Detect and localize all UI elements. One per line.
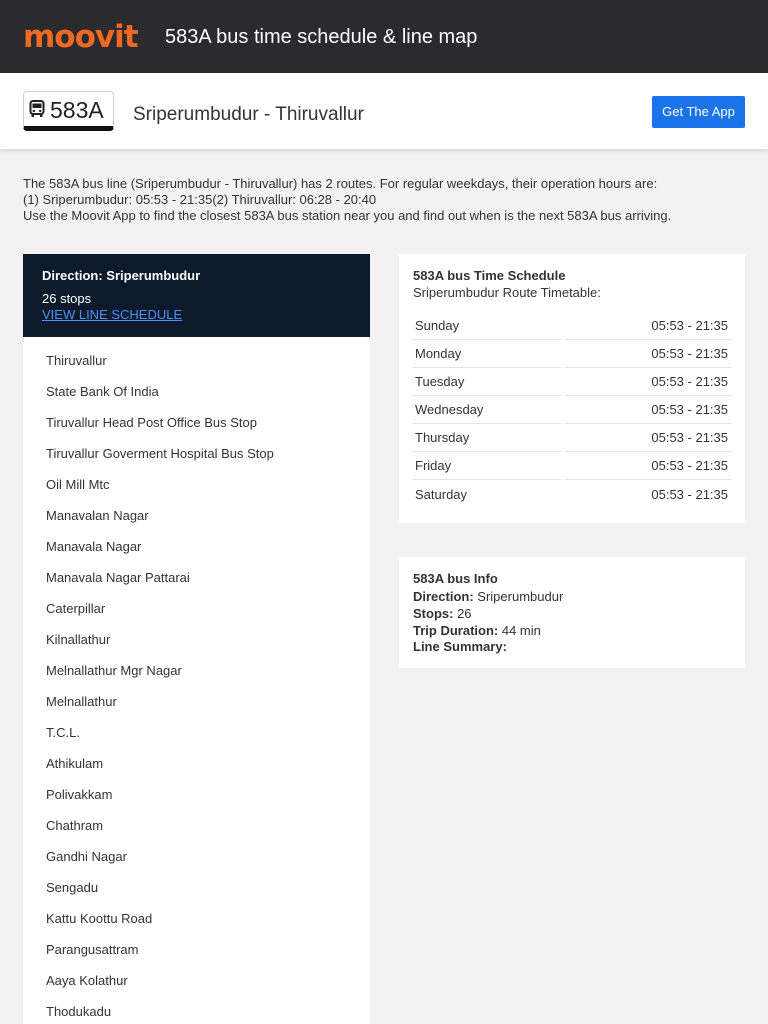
schedule-row xyxy=(413,340,731,368)
intro-line-3: Use the Moovit App to find the closest 583A bus station near you and find out when is the next 583A bus arriving. xyxy=(23,208,672,223)
stop-item[interactable]: Tiruvallur Head Post Office Bus Stop xyxy=(46,415,257,430)
stop-item[interactable]: Gandhi Nagar xyxy=(46,849,127,864)
intro-text xyxy=(23,176,745,224)
schedule-time: 05:53 - 21:35 xyxy=(651,402,728,417)
stop-item[interactable]: T.C.L. xyxy=(46,725,80,740)
info-direction xyxy=(413,589,563,605)
info-title: 583A bus Info xyxy=(413,571,498,586)
stop-item[interactable]: State Bank Of India xyxy=(46,384,159,399)
info-direction-value: Sriperumbudur xyxy=(477,589,564,604)
info-duration-label: Trip Duration: xyxy=(413,623,499,638)
route-name: Sriperumbudur - Thiruvallur xyxy=(133,104,364,125)
direction-header xyxy=(23,254,370,337)
schedule-row xyxy=(413,424,731,452)
schedule-row xyxy=(413,312,731,340)
stop-item[interactable]: Melnallathur xyxy=(46,694,117,709)
schedule-title: 583A bus Time Schedule xyxy=(413,268,566,283)
schedule-row xyxy=(413,452,731,480)
schedule-day: Monday xyxy=(415,346,462,361)
stop-item[interactable]: Thiruvallur xyxy=(46,353,107,368)
info-direction-label: Direction: xyxy=(413,589,474,604)
info-duration-value: 44 min xyxy=(501,623,541,638)
stop-item[interactable]: Athikulam xyxy=(46,756,104,771)
stop-item[interactable]: Thodukadu xyxy=(46,1004,112,1019)
stop-item[interactable]: Polivakkam xyxy=(46,787,113,802)
schedule-day: Tuesday xyxy=(415,374,465,389)
schedule-day: Friday xyxy=(415,458,452,473)
schedule-time: 05:53 - 21:35 xyxy=(651,374,728,389)
schedule-subtitle: Sriperumbudur Route Timetable: xyxy=(413,285,601,300)
schedule-row xyxy=(413,481,731,509)
stop-item[interactable]: Aaya Kolathur xyxy=(46,973,128,988)
info-stops-label: Stops: xyxy=(413,606,454,621)
view-line-schedule-link[interactable]: VIEW LINE SCHEDULE xyxy=(42,307,183,322)
schedule-row xyxy=(413,396,731,424)
stop-item[interactable]: Parangusattram xyxy=(46,942,139,957)
direction-stop-count: 26 stops xyxy=(42,291,92,306)
schedule-day: Saturday xyxy=(415,487,468,502)
schedule-day: Sunday xyxy=(415,318,460,333)
stop-item[interactable]: Manavala Nagar xyxy=(46,539,142,554)
intro-line-1: The 583A bus line (Sriperumbudur - Thiruvallur) has 2 routes. For regular weekdays, their operation hours are: xyxy=(23,176,658,191)
schedule-time: 05:53 - 21:35 xyxy=(651,458,728,473)
schedule-time: 05:53 - 21:35 xyxy=(651,346,728,361)
bus-icon xyxy=(29,100,45,118)
get-app-button[interactable]: Get The App xyxy=(652,96,745,128)
stop-item[interactable]: Manavala Nagar Pattarai xyxy=(46,570,190,585)
bus-info-card xyxy=(399,557,745,668)
info-stops-value: 26 xyxy=(457,606,472,621)
line-number: 583A xyxy=(50,97,104,123)
moovit-logo[interactable]: moovit xyxy=(23,19,138,55)
info-stops xyxy=(413,606,472,622)
stop-item[interactable]: Kattu Koottu Road xyxy=(46,911,153,926)
row-divider xyxy=(413,479,561,480)
stop-item[interactable]: Oil Mill Mtc xyxy=(46,477,110,492)
stop-item[interactable]: Tiruvallur Goverment Hospital Bus Stop xyxy=(46,446,274,461)
intro-line-2: (1) Sriperumbudur: 05:53 - 21:35(2) Thiruvallur: 06:28 - 20:40 xyxy=(23,192,377,207)
info-summary-label: Line Summary: xyxy=(413,639,507,654)
info-duration xyxy=(413,623,541,639)
schedule-time: 05:53 - 21:35 xyxy=(651,430,728,445)
stop-item[interactable]: Melnallathur Mgr Nagar xyxy=(46,663,182,678)
row-divider xyxy=(565,479,731,480)
line-badge xyxy=(23,91,114,131)
stop-item[interactable]: Caterpillar xyxy=(46,601,106,616)
stop-list xyxy=(23,337,370,1024)
stop-item[interactable]: Chathram xyxy=(46,818,104,833)
stop-item[interactable]: Kilnallathur xyxy=(46,632,111,647)
line-header xyxy=(0,73,768,149)
stop-item[interactable]: Manavalan Nagar xyxy=(46,508,149,523)
info-summary xyxy=(413,639,507,655)
time-schedule-card xyxy=(399,254,745,523)
schedule-time: 05:53 - 21:35 xyxy=(651,318,728,333)
schedule-time: 05:53 - 21:35 xyxy=(651,487,728,502)
schedule-row xyxy=(413,368,731,396)
schedule-day: Thursday xyxy=(415,430,470,445)
stop-item[interactable]: Sengadu xyxy=(46,880,99,895)
schedule-day: Wednesday xyxy=(415,402,484,417)
direction-title: Direction: Sriperumbudur xyxy=(42,268,201,283)
top-bar xyxy=(0,0,768,73)
page-title: 583A bus time schedule & line map xyxy=(165,26,478,48)
